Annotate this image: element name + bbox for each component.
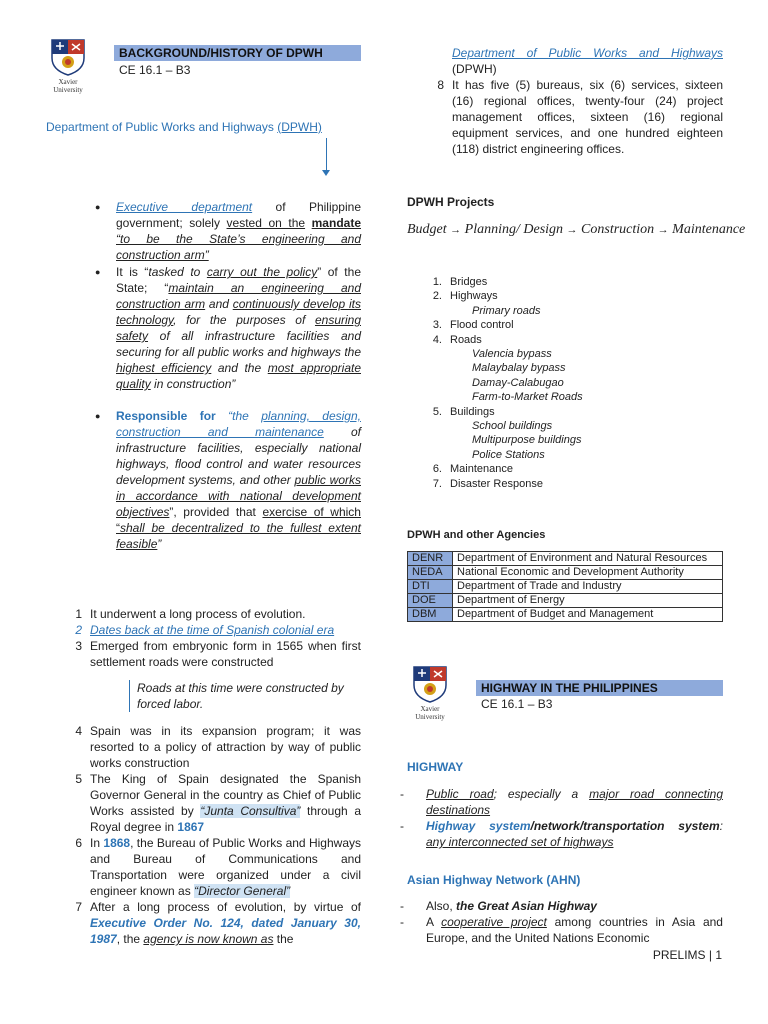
bullet2-f: and [205, 297, 233, 311]
agencies-heading: DPWH and other Agencies [407, 529, 546, 541]
agency-row [408, 594, 723, 608]
highway-def-1 [400, 786, 723, 818]
project-number: 7. [432, 477, 442, 490]
bullet1-b: of Philippine government; solely [116, 200, 361, 230]
item-text: Spain was in its expansion program; it was resorted to a policy of attraction by way of public works construction [90, 724, 361, 770]
project-label: Roads [450, 333, 482, 346]
dash-icon: - [400, 915, 404, 929]
ahn2-a: A [426, 915, 442, 929]
page-footer: PRELIMS | 1 [652, 948, 722, 962]
ahn1-b: the Great Asian Highway [456, 899, 597, 913]
arrow-right-icon: → [566, 224, 578, 236]
item7-c: , the [116, 932, 144, 946]
history-item-4 [75, 723, 361, 771]
agencies-table [407, 551, 723, 622]
agency-row [408, 552, 723, 566]
bullet2-k: highest efficiency [116, 361, 212, 375]
item7-a: After a long process of evolution, by virtue of [90, 900, 361, 914]
project-number: 1. [432, 276, 442, 288]
item7-d: agency is now known as [143, 932, 274, 946]
arrow-right-icon: → [657, 224, 669, 236]
project-number: 5. [432, 405, 442, 418]
project-label: Highways [450, 290, 498, 303]
project-number: 2. [432, 290, 442, 303]
item-text: Dates back at the time of Spanish colonial era [90, 623, 335, 637]
project-flow [407, 221, 745, 239]
bullet2-l: and the [211, 361, 268, 375]
bullet2-c: carry out the policy [206, 265, 318, 279]
bullet3-c: planning, design, construction and maintenance [116, 409, 361, 439]
agency-name: Department of Environment and Natural Resources [453, 552, 723, 566]
ahn-def-2 [400, 914, 723, 946]
bullet2-n: in construction” [150, 377, 236, 391]
bullet1-a: Executive department [116, 200, 253, 214]
bullet1-d: mandate [311, 216, 361, 230]
project-item [420, 405, 583, 419]
agency-row [408, 580, 723, 594]
item5-b: “Junta Consultiva” [200, 804, 301, 818]
university-logo-2 [406, 665, 454, 721]
ahn1-a: Also, [426, 899, 457, 913]
arrow-right-icon: → [450, 224, 462, 236]
item-number: 3 [75, 639, 82, 653]
bullet2-i: ensuring safety [116, 313, 361, 343]
connector-line [326, 138, 327, 170]
ahn2-c: among countries in Asia and Europe, and the United Nations Economic [426, 915, 723, 945]
bullet-executive [95, 199, 361, 263]
item-number: 1 [75, 607, 82, 621]
project-subitem: Police Stations [472, 448, 545, 461]
hw2-d: any interconnected set of highways [426, 835, 614, 849]
project-subitem: Farm-to-Market Roads [472, 391, 583, 404]
hw1-b: ; especially a [493, 787, 590, 801]
dpwh-abbr: (DPWH) [277, 120, 322, 134]
project-label: Disaster Response [450, 477, 543, 490]
item-number: 8 [437, 78, 444, 92]
item-text: It has five (5) bureaus, six (6) services, sixteen (16) regional offices, twenty-four (24) project management offices, sixteen (16) regional equipment services, and one hundred eighteen (118) district engineering offices. [452, 78, 723, 156]
project-number: 6. [432, 463, 442, 476]
dpwh-continuation-abbr: (DPWH) [452, 62, 497, 76]
bullet3-a: Responsible for [116, 409, 216, 423]
project-item [420, 333, 583, 347]
flow-step-construction: Construction [581, 222, 655, 237]
project-number: 3. [432, 319, 442, 332]
flow-step-maintenance: Maintenance [672, 222, 746, 237]
ahn-heading: Asian Highway Network (AHN) [407, 873, 581, 887]
project-label: Buildings [450, 405, 495, 418]
hw2-a: Highway system [426, 819, 531, 833]
bullet3-b: “the [215, 409, 262, 423]
agency-abbr: DOE [408, 594, 453, 608]
hw2-b: /network/transportation system [530, 819, 720, 833]
item6-b: 1868 [103, 836, 131, 850]
bullet2-h: , for the purposes of [173, 313, 315, 327]
section-title-bar-2: HIGHWAY IN THE PHILIPPINES [476, 680, 723, 696]
history-item-6 [75, 835, 361, 899]
project-item [420, 275, 583, 289]
dpwh-continuation: Department of Public Works and Highways [452, 46, 723, 60]
item-number: 6 [75, 836, 82, 850]
item5-a: The King of Spain designated the Spanish Governor General in the country as Chief of Public Works assisted by [90, 772, 361, 818]
bullet1-e: “to be the State’s engineering and construction arm” [116, 232, 361, 262]
project-item [420, 318, 583, 332]
item-number: 4 [75, 724, 82, 738]
bullet2-m: most appropriate quality [116, 361, 361, 391]
history-item-8 [437, 77, 723, 157]
hw1-a: Public road [426, 787, 494, 801]
item-text: It underwent a long process of evolution. [90, 607, 306, 621]
bullet-tasked [95, 264, 361, 392]
bullet2-g: continuously develop its technology [116, 297, 361, 327]
agency-abbr: DBM [408, 608, 453, 622]
flow-step-budget: Budget [407, 222, 447, 237]
agency-row [408, 566, 723, 580]
project-subitem: Multipurpose buildings [472, 434, 582, 447]
history-item-2 [75, 622, 385, 638]
history-item-5 [75, 771, 361, 835]
project-subitem: Valencia bypass [472, 348, 552, 361]
item5-c: through a Royal degree in [90, 804, 361, 834]
flow-step-planning: Planning/ Design [464, 222, 564, 237]
projects-list [420, 275, 583, 491]
bullet2-a: It is “ [116, 265, 149, 279]
project-subitem: Primary roads [472, 304, 541, 317]
agency-name: Department of Energy [453, 594, 723, 608]
project-subitem: Damay-Calabugao [472, 376, 564, 389]
item7-e: the [273, 932, 294, 946]
agency-abbr: DENR [408, 552, 453, 566]
project-item [420, 477, 583, 491]
bullet1-c: vested on the [226, 216, 306, 230]
bullet3-i: ” [157, 537, 162, 551]
dash-icon: - [400, 819, 404, 833]
highway-heading: HIGHWAY [407, 760, 464, 774]
bullet3-h: shall be decentralized to the fullest extent feasible [116, 521, 361, 551]
bullet-icon: ● [95, 411, 101, 421]
crest-icon [50, 38, 86, 76]
project-number: 4. [432, 333, 442, 346]
bullet3-f: ”, provided that [169, 505, 263, 519]
bullet3-e: public works in accordance with national development objectives [116, 473, 361, 519]
agency-name: Department of Trade and Industry [453, 580, 723, 594]
bullet-icon: ● [95, 267, 101, 277]
item7-b: Executive Order No. 124, dated January 30, 1987 [90, 916, 361, 946]
bullet2-d: ” of the State; “ [116, 265, 361, 295]
dash-icon: - [400, 899, 404, 913]
quote-forced-labor: Roads at this time were constructed by forced labor. [129, 680, 361, 712]
project-item [420, 462, 583, 476]
university-logo [44, 38, 92, 94]
bullet3-g: exercise of which “ [116, 505, 361, 535]
item-number: 2 [75, 623, 82, 637]
university-name: Xavier University [53, 78, 83, 94]
item-text: Emerged from embryonic form in 1565 when first settlement roads were constructed [90, 639, 361, 669]
bullet-responsible [95, 408, 362, 552]
item6-a: In [90, 836, 104, 850]
project-label: Maintenance [450, 463, 513, 476]
project-item [420, 289, 583, 303]
bullet-icon: ● [95, 202, 101, 212]
section-title-bar: BACKGROUND/HISTORY OF DPWH [114, 45, 361, 61]
agency-row [408, 608, 723, 622]
university-name: Xavier University [415, 705, 445, 721]
project-subitem: School buildings [472, 420, 553, 433]
dpwh-heading-text: Department of Public Works and Highways [46, 120, 278, 134]
history-item-7 [75, 899, 361, 947]
arrow-down-icon [322, 170, 330, 176]
ahn2-b: cooperative project [441, 915, 547, 929]
history-item-1 [75, 606, 385, 622]
project-label: Flood control [450, 319, 514, 332]
item5-d: 1867 [177, 820, 205, 834]
item-number: 5 [75, 772, 82, 786]
bullet2-b: tasked to [148, 265, 207, 279]
project-subitem: Malaybalay bypass [472, 362, 566, 375]
hw1-c: major road connecting destinations [426, 787, 723, 817]
projects-heading: DPWH Projects [407, 195, 495, 209]
item6-c: , the Bureau of Public Works and Highways and Bureau of Communications and Transportation were organized under a civil engineer known as [90, 836, 361, 898]
ahn-def-1 [400, 898, 723, 914]
item-number: 7 [75, 900, 82, 914]
course-code-2: CE 16.1 – B3 [481, 697, 553, 711]
bullet2-e: maintain an engineering and construction arm [116, 281, 361, 311]
hw2-c: : [719, 819, 723, 833]
course-code: CE 16.1 – B3 [119, 63, 191, 77]
agency-abbr: DTI [408, 580, 453, 594]
item6-d: “Director General” [194, 884, 291, 898]
bullet2-j: of all infrastructure facilities and securing for all public works and highways the [116, 329, 361, 359]
dash-icon: - [400, 787, 404, 801]
bullet3-d: of infrastructure facilities, especially national highways, flood control and water resources development systems, and other [116, 425, 362, 487]
highway-def-2 [400, 818, 723, 850]
history-item-3 [75, 638, 361, 670]
dpwh-heading [46, 119, 322, 135]
crest-icon [412, 665, 448, 703]
agency-name: Department of Budget and Management [453, 608, 723, 622]
agency-name: National Economic and Development Authority [453, 566, 723, 580]
agency-abbr: NEDA [408, 566, 453, 580]
project-label: Bridges [450, 276, 488, 288]
